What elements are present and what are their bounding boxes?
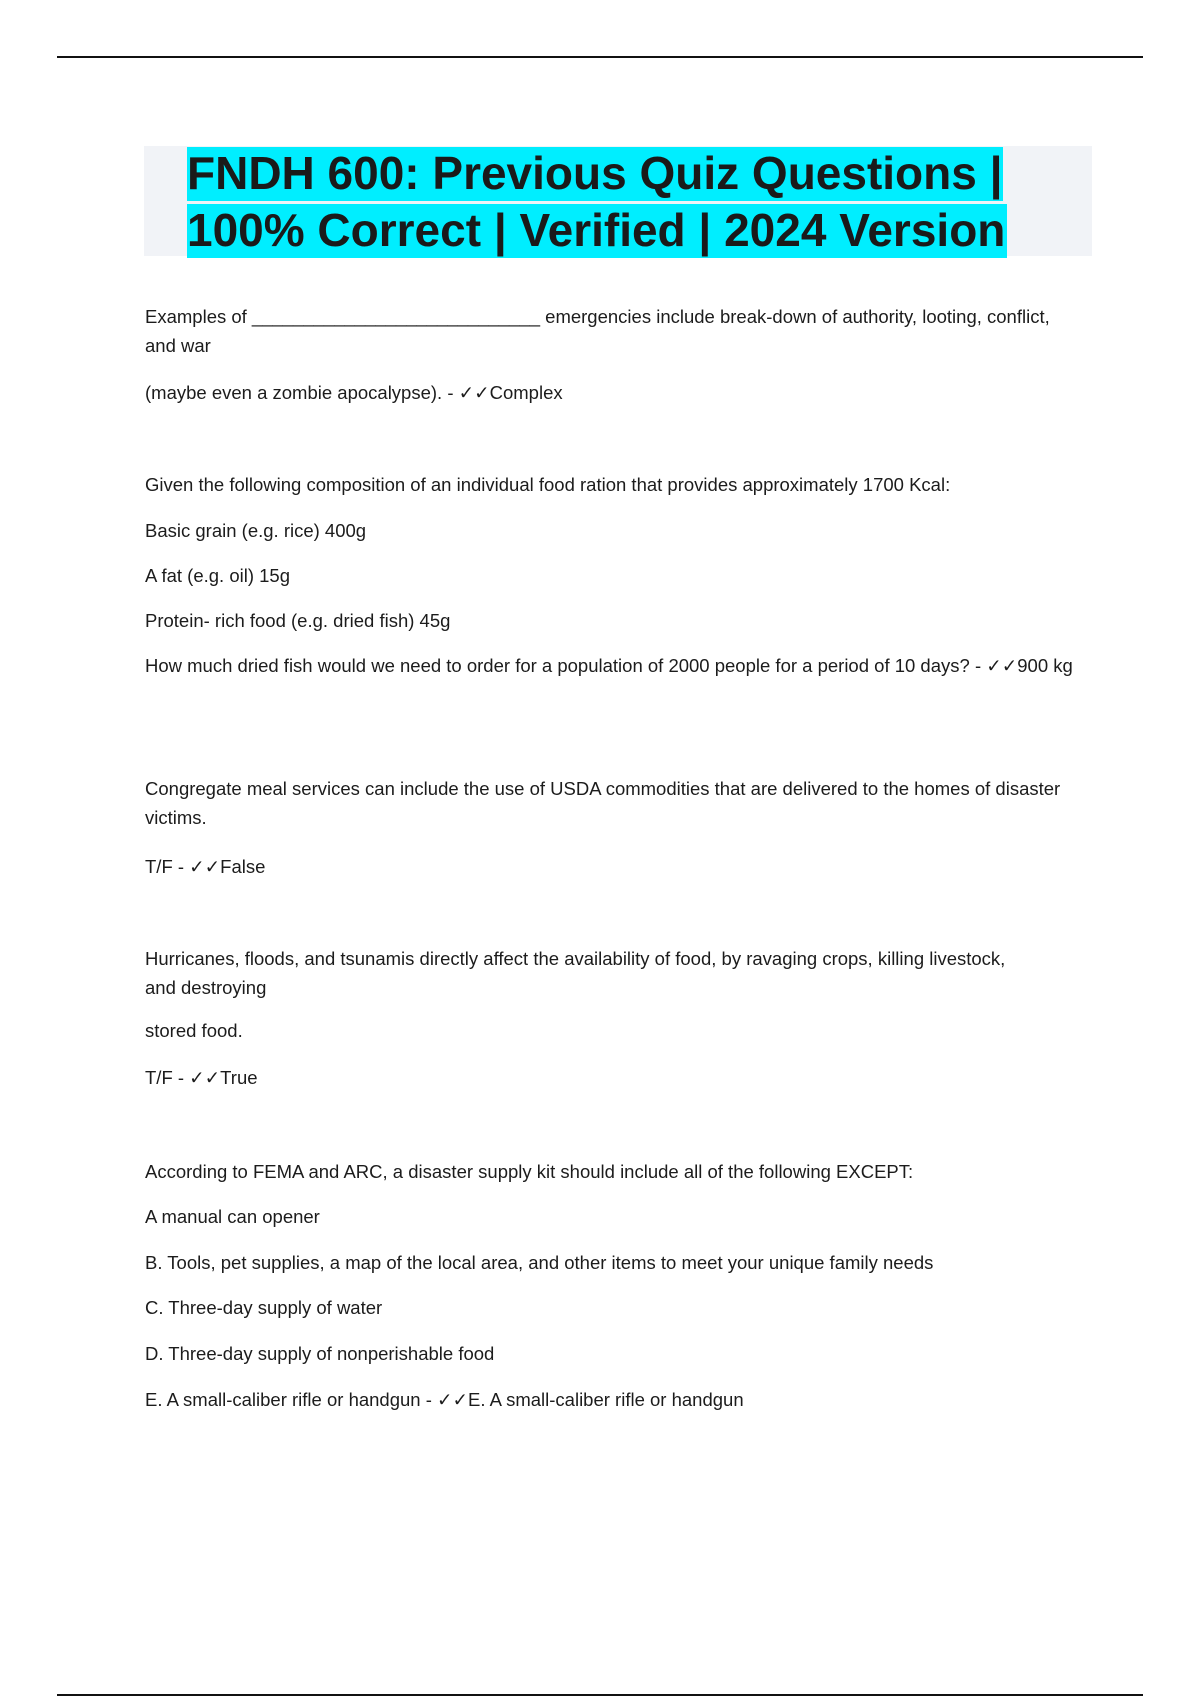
q4-prompt-continued: stored food. [145, 1020, 243, 1041]
q2-item-grain: Basic grain (e.g. rice) 400g [145, 520, 367, 541]
q4-answer: T/F - ✓✓True [145, 1067, 258, 1088]
footer-rule [57, 1694, 1143, 1696]
q2-item-protein: Protein- rich food (e.g. dried fish) 45g [145, 610, 451, 631]
q3-answer: T/F - ✓✓False [145, 856, 266, 877]
q1-answer-line: (maybe even a zombie apocalypse). - ✓✓Complex [145, 382, 563, 403]
q3-prompt: Congregate meal services can include the use of USDA commodities that are delivered to the homes of disaster victims. [145, 778, 1061, 828]
q5-option-a: A manual can opener [145, 1206, 320, 1227]
q5-option-b: B. Tools, pet supplies, a map of the local area, and other items to meet your unique family needs [145, 1252, 934, 1273]
document-title [187, 145, 1047, 259]
q5-option-c: C. Three-day supply of water [145, 1297, 383, 1318]
q5-prompt: According to FEMA and ARC, a disaster supply kit should include all of the following EXCEPT: [145, 1161, 914, 1182]
q1-prompt: Examples of ____________________________ emergencies include break-down of authority, looting, conflict, and war [145, 306, 1050, 356]
q2-prompt: Given the following composition of an individual food ration that provides approximately 1700 Kcal: [145, 474, 951, 495]
q4-prompt: Hurricanes, floods, and tsunamis directly affect the availability of food, by ravaging crops, killing livestock, and destroying [145, 948, 1006, 998]
q5-option-e-answer: E. A small-caliber rifle or handgun - ✓✓E. A small-caliber rifle or handgun [145, 1389, 744, 1410]
header-rule [57, 56, 1143, 58]
document-title-text: FNDH 600: Previous Quiz Questions | 100% Correct | Verified | 2024 Version [187, 147, 1006, 256]
q2-question-answer: How much dried fish would we need to order for a population of 2000 people for a period of 10 days? - ✓✓900 kg [145, 655, 1073, 676]
q2-item-fat: A fat (e.g. oil) 15g [145, 565, 291, 586]
q5-option-d: D. Three-day supply of nonperishable food [145, 1343, 495, 1364]
